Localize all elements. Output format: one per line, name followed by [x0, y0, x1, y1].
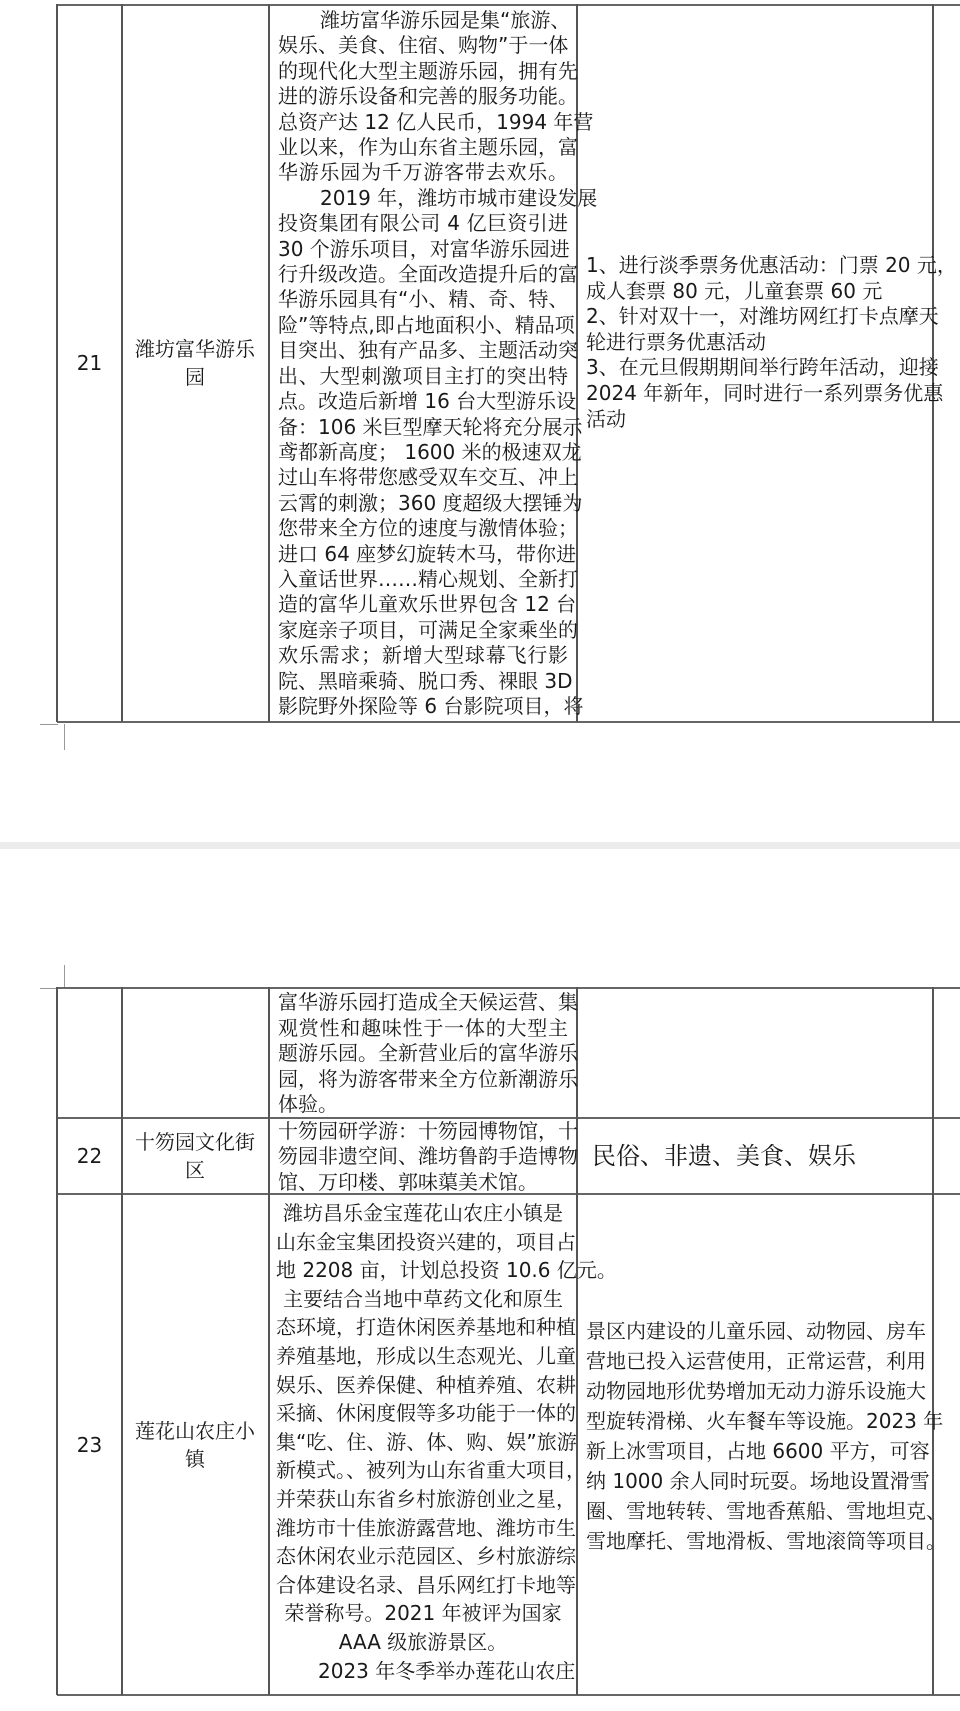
text-line: 养殖基地，形成以生态观光、儿童 [276, 1343, 576, 1368]
table-border [57, 1694, 960, 1696]
text-line: 院、黑暗乘骑、脱口秀、裸眼 3D [278, 668, 573, 693]
text-line: 潍坊市十佳旅游露营地、潍坊市生 [276, 1515, 576, 1540]
text-line: 富华游乐园打造成全天候运营、集 [278, 990, 578, 1014]
attraction-name: 十笏园文化街区 [135, 1130, 255, 1182]
table-border [932, 987, 934, 1695]
text-line: 华游乐园具有“小、精、奇、特、 [278, 287, 569, 312]
text-line: 潍坊昌乐金宝莲花山农庄小镇是 [283, 1201, 563, 1225]
text-line: 造的富华儿童欢乐世界包含 12 台 [278, 592, 577, 617]
text-line: 合体建设名录、昌乐网红打卡地等 [276, 1572, 576, 1597]
text-line: 态休闲农业示范园区、乡村旅游综 [276, 1544, 576, 1569]
text-line: 1、进行淡季票务优惠活动：门票 20 元， [586, 253, 957, 277]
text-line: 潍坊富华游乐园是集“旅游、 [320, 8, 571, 32]
attraction-name: 潍坊富华游乐园 [135, 337, 255, 389]
text-line: 入童话世界……精心规划、全新打 [278, 566, 578, 591]
row-number: 23 [76, 1432, 103, 1457]
text-line: 地 2208 亩，计划总投资 10.6 亿元。 [276, 1258, 617, 1283]
text-line: 2019 年，潍坊市城市建设发展 [320, 185, 598, 210]
text-line: 观赏性和趣味性于一体的大型主 [278, 1015, 568, 1040]
text-line: 笏园非遗空间、潍坊鲁韵手造博物 [278, 1144, 578, 1169]
text-line: 营地已投入运营使用，正常运营，利用 [586, 1349, 926, 1373]
text-line: 景区内建设的儿童乐园、动物园、房车 [586, 1319, 926, 1343]
page-corner-mark [64, 724, 65, 750]
text-line: 2、针对双十一，对潍坊网红打卡点摩天 [586, 304, 939, 329]
text-line: 进的游乐设备和完善的服务功能。 [278, 84, 578, 109]
text-line: 险”等特点,即占地面积小、精品项 [278, 312, 575, 337]
page-corner-mark [40, 724, 58, 725]
text-line: 30 个游乐项目，对富华游乐园进 [278, 236, 570, 261]
row-number: 22 [76, 1144, 103, 1168]
document-page-2 [0, 849, 960, 1711]
text-line: 华游乐园为千万游客带去欢乐。 [278, 160, 568, 185]
text-line: AAA 级旅游景区。 [338, 1629, 508, 1654]
text-line: 园，将为游客带来全方位新潮游乐 [278, 1066, 578, 1091]
text-line: 投资集团有限公司 4 亿巨资引进 [278, 211, 568, 236]
text-line: 题游乐园。全新营业后的富华游乐 [278, 1041, 578, 1066]
table-border [121, 987, 123, 1695]
activities-text [586, 1316, 946, 1556]
text-line: 山东金宝集团投资兴建的，项目占 [276, 1229, 576, 1254]
text-line: 动物园地形优势增加无动力游乐设施大 [586, 1379, 926, 1403]
attraction-name: 莲花山农庄小镇 [135, 1418, 255, 1471]
text-line: 新模式。、被列为山东省重大项目， [276, 1458, 586, 1483]
text-line: 行升级改造。全面改造提升后的富 [278, 262, 578, 287]
text-line: 态环境，打造休闲医养基地和种植 [276, 1315, 576, 1340]
text-line: 娱乐、医养保健、种植养殖、农耕 [276, 1372, 576, 1397]
text-line: 雪地摩托、雪地滑板、雪地滚筒等项目。 [586, 1529, 946, 1553]
table-border [268, 987, 270, 1695]
table-border [268, 4, 270, 722]
text-line: 鸢都新高度； 1600 米的极速双龙 [278, 439, 582, 464]
text-line: 备：106 米巨型摩天轮将充分展示 [278, 414, 583, 439]
text-line: 轮进行票务优惠活动 [586, 329, 766, 354]
document-page-1 [0, 0, 960, 842]
text-line: 2023 年冬季举办莲花山农庄 [318, 1658, 576, 1683]
text-line: 集“吃、住、游、体、购、娱”旅游 [276, 1429, 577, 1454]
table-border [576, 987, 578, 1695]
attraction-intro [278, 1119, 578, 1195]
text-line: 进口 64 座梦幻旋转木马，带你进 [278, 541, 577, 566]
attraction-intro [278, 8, 598, 719]
text-line: 家庭亲子项目，可满足全家乘坐的 [278, 617, 578, 642]
row-number: 21 [76, 351, 103, 375]
text-line: 的现代化大型主题游乐园，拥有先 [278, 58, 578, 83]
attraction-intro [276, 1199, 617, 1685]
text-line: 2024 年新年，同时进行一系列票务优惠 [586, 380, 944, 405]
text-line: 十笏园研学游：十笏园博物馆，十 [278, 1119, 578, 1143]
text-line: 荣誉称号。2021 年被评为国家 [284, 1601, 562, 1626]
text-line: 出、大型刺激项目主打的突出特 [278, 363, 568, 388]
text-line: 采摘、休闲度假等多功能于一体的 [276, 1401, 576, 1426]
text-line: 过山车将带您感受双车交互、冲上 [278, 465, 578, 490]
text-line: 成人套票 80 元，儿童套票 60 元 [586, 278, 883, 303]
text-line: 型旋转滑梯、火车餐车等设施。2023 年 [586, 1409, 944, 1433]
text-line: 您带来全方位的速度与激情体验； [278, 516, 578, 541]
text-line: 业以来，作为山东省主题乐园，富 [278, 135, 578, 160]
table-border [121, 4, 123, 722]
text-line: 欢乐需求；新增大型球幕飞行影 [278, 643, 568, 668]
attraction-intro-continued [278, 990, 578, 1118]
table-border [57, 987, 960, 989]
text-line: 3、在元旦假期期间举行跨年活动，迎接 [586, 355, 939, 380]
page-corner-mark [64, 965, 65, 989]
page-separator [0, 842, 960, 849]
text-line: 影院野外探险等 6 台影院项目，将 [278, 693, 584, 718]
text-line: 馆、万印楼、郭味蕖美术馆。 [278, 1169, 538, 1194]
text-line: 点。改造后新增 16 台大型游乐设 [278, 389, 577, 414]
text-line: 体验。 [278, 1092, 338, 1117]
text-line: 纳 1000 余人同时玩耍。场地设置滑雪 [586, 1469, 930, 1493]
activities-text: 民俗、非遗、美食、娱乐 [592, 1142, 856, 1170]
text-line: 主要结合当地中草药文化和原生 [283, 1286, 563, 1311]
text-line: 活动 [586, 406, 626, 431]
text-line: 云霄的刺激；360 度超级大摆锤为 [278, 490, 583, 515]
text-line: 并荣获山东省乡村旅游创业之星， [276, 1486, 576, 1511]
text-line: 新上冰雪项目，占地 6600 平方，可容 [586, 1439, 930, 1463]
activities-list [586, 253, 957, 432]
text-line: 目突出、独有产品多、主题活动突 [278, 338, 578, 363]
text-line: 总资产达 12 亿人民币，1994 年营 [278, 109, 594, 134]
text-line: 娱乐、美食、住宿、购物”于一体 [278, 33, 569, 58]
text-line: 圈、雪地转转、雪地香蕉船、雪地坦克、 [586, 1499, 946, 1523]
